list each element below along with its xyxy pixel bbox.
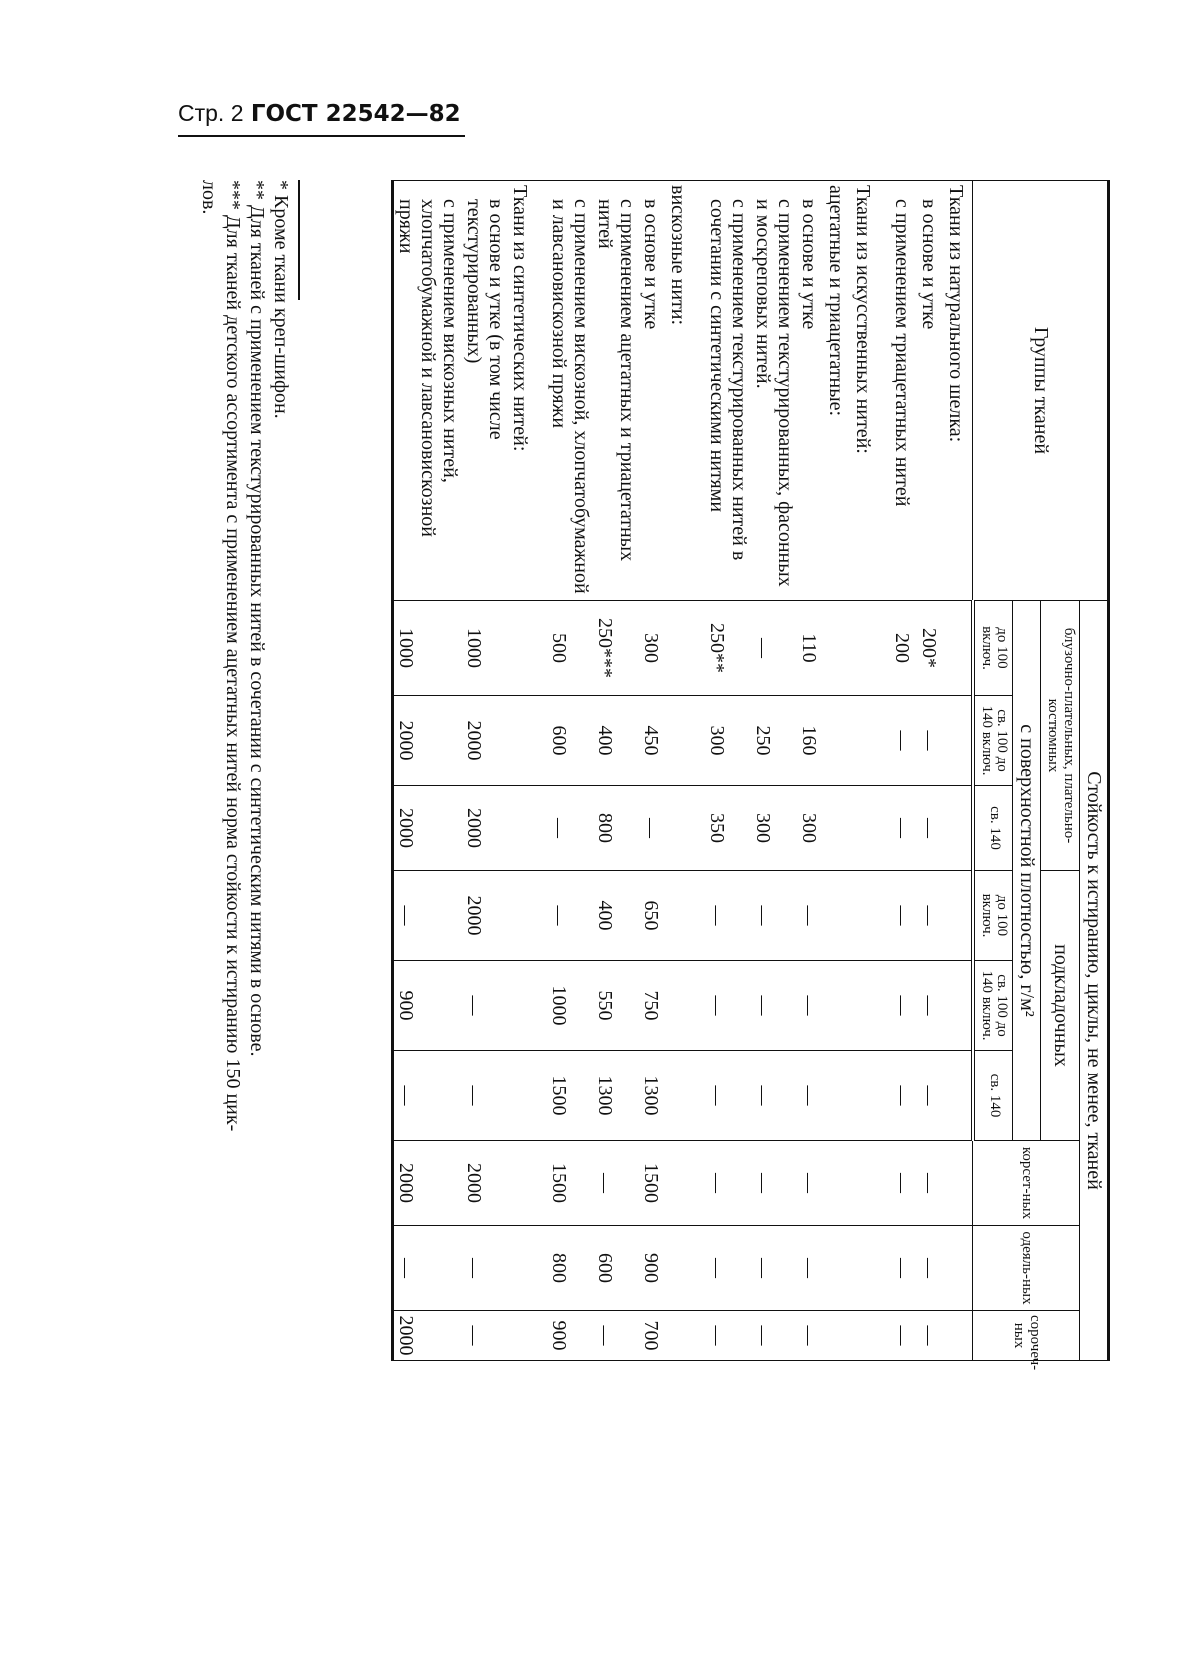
table-row: с применением вискозной, хлопчатобумажной и лавсановискозной пряжи 500 600 — — 1000 1500 1500 800 900 bbox=[547, 181, 593, 1361]
table-cell: — bbox=[705, 871, 751, 961]
table-cell: — bbox=[751, 1226, 797, 1311]
table-cell: — bbox=[890, 1141, 917, 1226]
header-rule bbox=[178, 135, 465, 137]
table-cell bbox=[824, 1311, 851, 1361]
density-bluz-1: до 100 включ. bbox=[973, 601, 1013, 696]
table-cell: — bbox=[393, 1051, 463, 1141]
table-cell bbox=[824, 1051, 851, 1141]
table-cell bbox=[944, 1311, 973, 1361]
table-cell: 1000 bbox=[462, 601, 508, 696]
standard-number: ГОСТ 22542—82 bbox=[250, 101, 461, 127]
table-cell: 250 bbox=[751, 696, 797, 786]
table-cell: 250*** bbox=[593, 601, 639, 696]
table-cell: — bbox=[751, 961, 797, 1051]
table-cell: — bbox=[639, 786, 666, 871]
table-cell: 750 bbox=[639, 961, 666, 1051]
table-cell: — bbox=[797, 961, 824, 1051]
table-cell: — bbox=[751, 871, 797, 961]
table-cell bbox=[851, 1226, 878, 1311]
table-cell: — bbox=[890, 1311, 917, 1361]
table-cell: — bbox=[890, 1226, 917, 1311]
table-cell: — bbox=[705, 961, 751, 1051]
footnote-1: * Кроме ткани креп-шифон. bbox=[270, 180, 292, 419]
table-row: в основе и утке 300 450 — 650 750 1300 1500 900 700 bbox=[639, 181, 666, 1361]
table-cell bbox=[944, 1141, 973, 1226]
table-cell: — bbox=[593, 1311, 639, 1361]
table-cell bbox=[944, 696, 973, 786]
table-cell: 650 bbox=[639, 871, 666, 961]
table-cell: — bbox=[917, 1141, 944, 1226]
abrasion-table bbox=[391, 180, 1110, 1371]
cat-bluz-header: блузочно-плательных, плательно-костюмных bbox=[1041, 601, 1080, 871]
table-cell: 250** bbox=[705, 601, 751, 696]
table-cell: — bbox=[797, 1141, 824, 1226]
table-cell: 350 bbox=[705, 786, 751, 871]
table-cell bbox=[851, 1141, 878, 1226]
table-cell: — bbox=[393, 871, 463, 961]
cat-podkl-header: подкладочных bbox=[1041, 871, 1080, 1141]
table-cell: 1500 bbox=[547, 1051, 593, 1141]
table-cell bbox=[666, 1311, 693, 1361]
table-cell bbox=[944, 1051, 973, 1141]
table-row: с применением текстурированных, фасонных и москреповых нитей. — 250 300 — — — — — — bbox=[751, 181, 797, 1361]
table-cell: 600 bbox=[593, 1226, 639, 1311]
table-cell: 900 bbox=[639, 1226, 666, 1311]
density-header: с поверхностной плотностью, г/м² bbox=[1013, 601, 1041, 1141]
table-cell bbox=[851, 871, 878, 961]
table-cell: 550 bbox=[593, 961, 639, 1051]
table-cell: — bbox=[751, 1051, 797, 1141]
table-cell: 300 bbox=[751, 786, 797, 871]
table-cell: 300 bbox=[797, 786, 824, 871]
table-cell: — bbox=[890, 871, 917, 961]
table-cell bbox=[666, 601, 693, 696]
table-cell: — bbox=[890, 961, 917, 1051]
table-cell bbox=[851, 696, 878, 786]
table-cell: 2000 bbox=[462, 786, 508, 871]
table-cell: 900 bbox=[547, 1311, 593, 1361]
table-cell: 800 bbox=[547, 1226, 593, 1311]
density-podkl-3: св. 140 bbox=[973, 1051, 1013, 1141]
table-cell: — bbox=[917, 1311, 944, 1361]
table-cell bbox=[508, 961, 535, 1051]
table-cell bbox=[824, 696, 851, 786]
table-cell: — bbox=[462, 1051, 508, 1141]
table-cell: 1500 bbox=[547, 1141, 593, 1226]
table-cell: — bbox=[917, 871, 944, 961]
table-cell bbox=[666, 961, 693, 1051]
table-cell: — bbox=[705, 1051, 751, 1141]
cat-kors-header: корсет-ных bbox=[973, 1141, 1080, 1226]
table-cell: 600 bbox=[547, 696, 593, 786]
table-row: с применением вискозных нитей, хлопчатобумажной и лавсановискозной пряжи 1000 2000 2000 — 900 — 2000 — 2000 bbox=[393, 181, 463, 1361]
table-cell bbox=[666, 696, 693, 786]
table-cell bbox=[508, 601, 535, 696]
table-cell bbox=[508, 1141, 535, 1226]
table-cell: 1500 bbox=[639, 1141, 666, 1226]
table-cell: — bbox=[393, 1226, 463, 1311]
table-cell bbox=[508, 1311, 535, 1361]
table-cell: — bbox=[547, 871, 593, 961]
table-cell bbox=[666, 1051, 693, 1141]
table-cell: 110 bbox=[797, 601, 824, 696]
table-cell bbox=[824, 961, 851, 1051]
table-cell bbox=[508, 1051, 535, 1141]
table-cell bbox=[851, 601, 878, 696]
table-cell: 400 bbox=[593, 871, 639, 961]
table-cell bbox=[508, 786, 535, 871]
table-cell: — bbox=[462, 961, 508, 1051]
table-cell bbox=[666, 871, 693, 961]
table-cell bbox=[508, 696, 535, 786]
table-cell: 1300 bbox=[639, 1051, 666, 1141]
page-label: Стр. 2 bbox=[178, 100, 244, 126]
table-cell: — bbox=[917, 1051, 944, 1141]
table-cell: 300 bbox=[705, 696, 751, 786]
density-podkl-1: до 100 включ. bbox=[973, 871, 1013, 961]
table-cell bbox=[944, 1226, 973, 1311]
table-cell: 700 bbox=[639, 1311, 666, 1361]
table-cell bbox=[666, 1141, 693, 1226]
table-cell: 1300 bbox=[593, 1051, 639, 1141]
table-cell: — bbox=[797, 1051, 824, 1141]
table-cell: 2000 bbox=[393, 1311, 463, 1361]
table-cell bbox=[851, 1051, 878, 1141]
table-cell: 300 bbox=[639, 601, 666, 696]
table-cell bbox=[851, 1311, 878, 1361]
table-cell bbox=[824, 1226, 851, 1311]
table-cell: 400 bbox=[593, 696, 639, 786]
density-bluz-2: св. 100 до 140 включ. bbox=[973, 696, 1013, 786]
table-cell: 800 bbox=[593, 786, 639, 871]
table-cell bbox=[824, 786, 851, 871]
table-cell: — bbox=[705, 1226, 751, 1311]
table-cell: 2000 bbox=[393, 786, 463, 871]
table-cell bbox=[666, 1226, 693, 1311]
table-cell: — bbox=[917, 1226, 944, 1311]
rotated-table-block bbox=[190, 180, 1110, 1670]
footnote-2: ** Для тканей с применением текстурированных нитей в сочетании с синтетическим нитями в основе. bbox=[246, 180, 268, 1057]
footnote-3-cont: лов. bbox=[198, 180, 220, 215]
table-cell: — bbox=[917, 961, 944, 1051]
page-header bbox=[178, 100, 461, 127]
table-cell: — bbox=[917, 786, 944, 871]
table-cell: — bbox=[797, 1311, 824, 1361]
table-cell bbox=[824, 601, 851, 696]
table-cell bbox=[508, 871, 535, 961]
table-cell: 1000 bbox=[547, 961, 593, 1051]
table-cell bbox=[851, 786, 878, 871]
table-cell: 900 bbox=[393, 961, 463, 1051]
table-cell: — bbox=[593, 1141, 639, 1226]
table-cell: — bbox=[890, 696, 917, 786]
table-cell: — bbox=[797, 1226, 824, 1311]
table-row: Ткани из искусственных нитей: bbox=[851, 181, 878, 1361]
table-cell: — bbox=[751, 1311, 797, 1361]
table-cell: — bbox=[705, 1141, 751, 1226]
table-cell: 2000 bbox=[393, 696, 463, 786]
table-row: в основе и утке 200* — — — — — — — — bbox=[917, 181, 944, 1361]
span-header: Стойкость к истиранию, циклы, не менее, тканей bbox=[1080, 601, 1109, 1361]
table-cell bbox=[666, 786, 693, 871]
col-header-groups: Группы тканей bbox=[973, 181, 1109, 601]
table-cell: — bbox=[797, 871, 824, 961]
cat-soroch-header: сорочеч-ных bbox=[973, 1311, 1080, 1361]
table-cell: 200 bbox=[890, 601, 917, 696]
table-row: с применением текстурированных нитей в сочетании с синтетическими нитями 250** 300 350 — — — — — — bbox=[705, 181, 751, 1361]
density-podkl-2: св. 100 до 140 включ. bbox=[973, 961, 1013, 1051]
footnote-rule bbox=[298, 180, 300, 300]
cat-odeyal-header: одеяль-ных bbox=[973, 1226, 1080, 1311]
table-cell: — bbox=[705, 1311, 751, 1361]
table-cell: 500 bbox=[547, 601, 593, 696]
table-cell: 200* bbox=[917, 601, 944, 696]
table-row: в основе и утке 110 160 300 — — — — — — bbox=[797, 181, 824, 1361]
table-row: ацетатные и триацетатные: bbox=[824, 181, 851, 1361]
density-bluz-3: св. 140 bbox=[973, 786, 1013, 871]
table-cell: 160 bbox=[797, 696, 824, 786]
table-cell: — bbox=[751, 1141, 797, 1226]
table-cell: — bbox=[462, 1226, 508, 1311]
table-cell bbox=[851, 961, 878, 1051]
table-row: с применением триацетатных нитей 200 — — — — — — — — bbox=[890, 181, 917, 1361]
table-cell: 1000 bbox=[393, 601, 463, 696]
table-row: Ткани из синтетических нитей: bbox=[508, 181, 535, 1361]
table-cell: 2000 bbox=[393, 1141, 463, 1226]
table-cell bbox=[944, 601, 973, 696]
table-cell: — bbox=[547, 786, 593, 871]
table-cell bbox=[824, 871, 851, 961]
table-row: Ткани из натурального шелка: bbox=[944, 181, 973, 1361]
table-cell bbox=[824, 1141, 851, 1226]
table-cell: 2000 bbox=[462, 871, 508, 961]
table-row: вискозные нити: bbox=[666, 181, 693, 1361]
table-cell bbox=[944, 961, 973, 1051]
table-cell: 2000 bbox=[462, 1141, 508, 1226]
table-row: с применением ацетатных и триацетатных нитей 250*** 400 800 400 550 1300 — 600 — bbox=[593, 181, 639, 1361]
table-cell: 450 bbox=[639, 696, 666, 786]
table-cell bbox=[944, 871, 973, 961]
table-cell: — bbox=[890, 1051, 917, 1141]
table-cell bbox=[944, 786, 973, 871]
table-cell: — bbox=[462, 1311, 508, 1361]
table-cell: 2000 bbox=[462, 696, 508, 786]
table-cell bbox=[508, 1226, 535, 1311]
table-cell: — bbox=[751, 601, 797, 696]
table-cell: — bbox=[890, 786, 917, 871]
table-row: в основе и утке (в том числе текстурированных) 1000 2000 2000 2000 — — 2000 — — bbox=[462, 181, 508, 1361]
table-cell: — bbox=[917, 696, 944, 786]
footnote-3: *** Для тканей детского ассортимента с применением ацетатных нитей норма стойкости к истиранию 150 цик- bbox=[222, 180, 244, 1132]
